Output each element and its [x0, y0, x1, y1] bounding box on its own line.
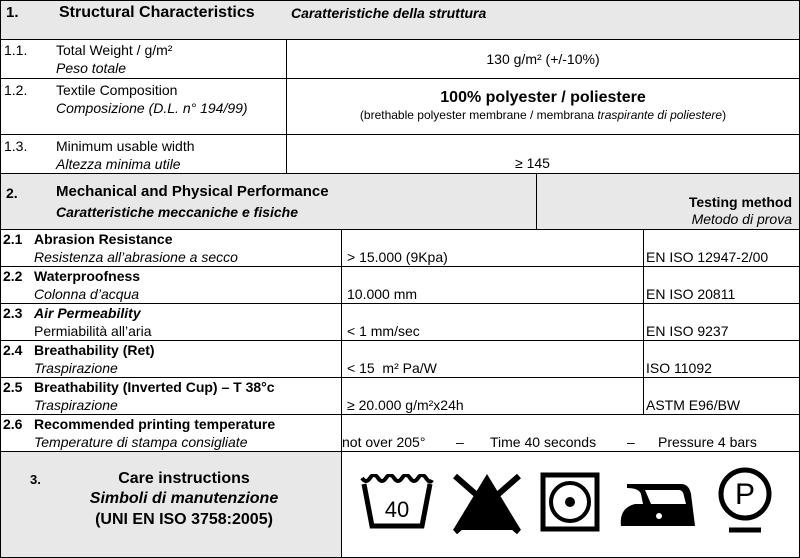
row-2-5-method: ASTM E96/BW	[646, 397, 741, 413]
row-2-1-value-cell	[341, 229, 644, 267]
row-2-6-label-it: Temperature di stampa consigliate	[34, 434, 248, 450]
section1-title-it: Caratteristiche della struttura	[291, 5, 487, 21]
row-2-6-value-temp: not over 205°	[342, 434, 426, 450]
row-2-3-method: EN ISO 9237	[646, 323, 729, 339]
row-2-5-value-cell	[341, 377, 644, 415]
section1-number: 1.	[6, 4, 19, 21]
row-2-6-label: Recommended printing temperature	[34, 416, 276, 432]
wash-40-icon	[360, 474, 434, 530]
row-1-2-number: 1.2.	[4, 82, 28, 98]
row-2-2-value: 10.000 mm	[347, 286, 418, 302]
testing-method-header	[536, 173, 800, 230]
row-1-3-label-it: Altezza minima utile	[56, 156, 181, 172]
row-2-6-number: 2.6	[3, 416, 23, 432]
row-2-1-method: EN ISO 12947-2/00	[646, 249, 769, 265]
row-2-6-sep-b: –	[627, 434, 635, 450]
section2-title: Mechanical and Physical Performance	[56, 183, 329, 200]
row-2-3-label-it: Permiabilità all’aria	[34, 323, 152, 339]
row-2-2-label-cell	[0, 266, 342, 304]
row-1-2-value: 100% polyester / poliestere	[440, 89, 646, 106]
care-symbols-cell	[341, 451, 800, 558]
iron-icon	[617, 474, 697, 530]
row-1-2-label-it: Composizione (D.L. n° 194/99)	[56, 100, 248, 116]
row-1-2-label: Textile Composition	[56, 82, 178, 98]
row-2-5-method-cell	[643, 377, 800, 415]
row-1-2-value-sub-b: traspirante di poliestere	[597, 108, 723, 123]
row-2-1-method-cell	[643, 229, 800, 267]
row-1-3-label-cell	[0, 134, 287, 174]
dryclean-letter-label: P	[734, 478, 756, 511]
section3-number: 3.	[30, 472, 41, 487]
tumble-dry-icon	[540, 472, 600, 532]
row-2-2-label: Waterproofness	[34, 268, 141, 284]
row-2-1-number: 2.1	[3, 231, 23, 247]
row-2-3-value-cell	[341, 303, 644, 341]
row-1-2-value-cell	[286, 78, 800, 135]
do-not-bleach-icon	[449, 470, 525, 534]
row-1-3-value-cell	[286, 134, 800, 174]
row-2-4-label-it: Traspirazione	[34, 360, 118, 376]
row-2-3-label-cell	[0, 303, 342, 341]
section2-number: 2.	[6, 185, 18, 201]
row-1-2-value-sub-a: (brethable polyester membrane / membrana	[359, 108, 598, 123]
section3-title: Care instructions	[118, 470, 250, 487]
row-2-4-label-cell	[0, 340, 342, 378]
row-2-1-label: Abrasion Resistance	[34, 231, 173, 247]
row-1-3-value: ≥ 145	[515, 155, 550, 171]
row-2-5-label-cell	[0, 377, 342, 415]
row-2-4-value-cell	[341, 340, 644, 378]
row-1-1-label-it: Peso totale	[56, 60, 127, 76]
row-1-1-number: 1.1.	[4, 42, 28, 58]
row-2-1-label-cell	[0, 229, 342, 267]
row-2-4-label: Breathability (Ret)	[34, 342, 155, 358]
row-2-4-number: 2.4	[3, 342, 23, 358]
row-2-6-value-cell	[341, 414, 800, 452]
section1-header	[0, 0, 800, 40]
row-1-2-value-sub-c: )	[722, 108, 727, 123]
row-2-3-number: 2.3	[3, 305, 23, 321]
row-2-3-method-cell	[643, 303, 800, 341]
section1-title: Structural Characteristics	[59, 4, 255, 21]
row-1-1-label: Total Weight / g/m²	[56, 42, 173, 58]
testing-method-label: Testing method	[688, 194, 792, 210]
row-2-2-number: 2.2	[3, 268, 23, 284]
wash-temp-label: 40	[384, 497, 410, 522]
row-2-6-value-time: Time 40 seconds	[490, 434, 597, 450]
row-1-1-label-cell	[0, 39, 287, 79]
row-2-6-label-cell	[0, 414, 342, 452]
row-2-2-method: EN ISO 20811	[646, 286, 736, 302]
row-2-2-label-it: Colonna d’acqua	[34, 286, 140, 302]
section2-title-it: Caratteristiche meccaniche e fisiche	[56, 204, 299, 220]
row-2-5-label: Breathability (Inverted Cup) – T 38°c	[34, 379, 275, 395]
row-2-4-method-cell	[643, 340, 800, 378]
row-1-3-number: 1.3.	[4, 138, 28, 154]
row-2-3-value: < 1 mm/sec	[347, 323, 420, 339]
section3-title-block	[59, 470, 309, 529]
row-2-3-label: Air Permeability	[34, 305, 141, 321]
dry-clean-p-icon	[717, 466, 773, 538]
row-2-6-value-pressure: Pressure 4 bars	[658, 434, 757, 450]
row-2-6-sep-a: –	[456, 434, 464, 450]
row-2-5-number: 2.5	[3, 379, 23, 395]
testing-method-label-it: Metodo di prova	[691, 211, 792, 227]
section3-header	[0, 451, 342, 558]
row-2-1-label-it: Resistenza all’abrasione a secco	[34, 249, 238, 265]
row-2-2-value-cell	[341, 266, 644, 304]
section2-header	[0, 173, 537, 230]
row-2-4-value: < 15 m² Pa/W	[347, 360, 437, 376]
row-2-2-method-cell	[643, 266, 800, 304]
section3-standard: (UNI EN ISO 3758:2005)	[95, 510, 273, 528]
row-2-4-method: ISO 11092	[646, 360, 712, 376]
row-1-1-value-cell	[286, 39, 800, 79]
row-2-5-value: ≥ 20.000 g/m²x24h	[347, 397, 464, 413]
row-1-3-label: Minimum usable width	[56, 138, 195, 154]
row-1-2-value-sub	[287, 109, 799, 123]
row-1-1-value: 130 g/m² (+/-10%)	[486, 50, 600, 67]
section3-title-it: Simboli di manutenzione	[89, 490, 279, 508]
row-2-1-value: > 15.000 (9Kpa)	[347, 249, 448, 265]
row-1-2-label-cell	[0, 78, 287, 135]
row-2-5-label-it: Traspirazione	[34, 397, 118, 413]
